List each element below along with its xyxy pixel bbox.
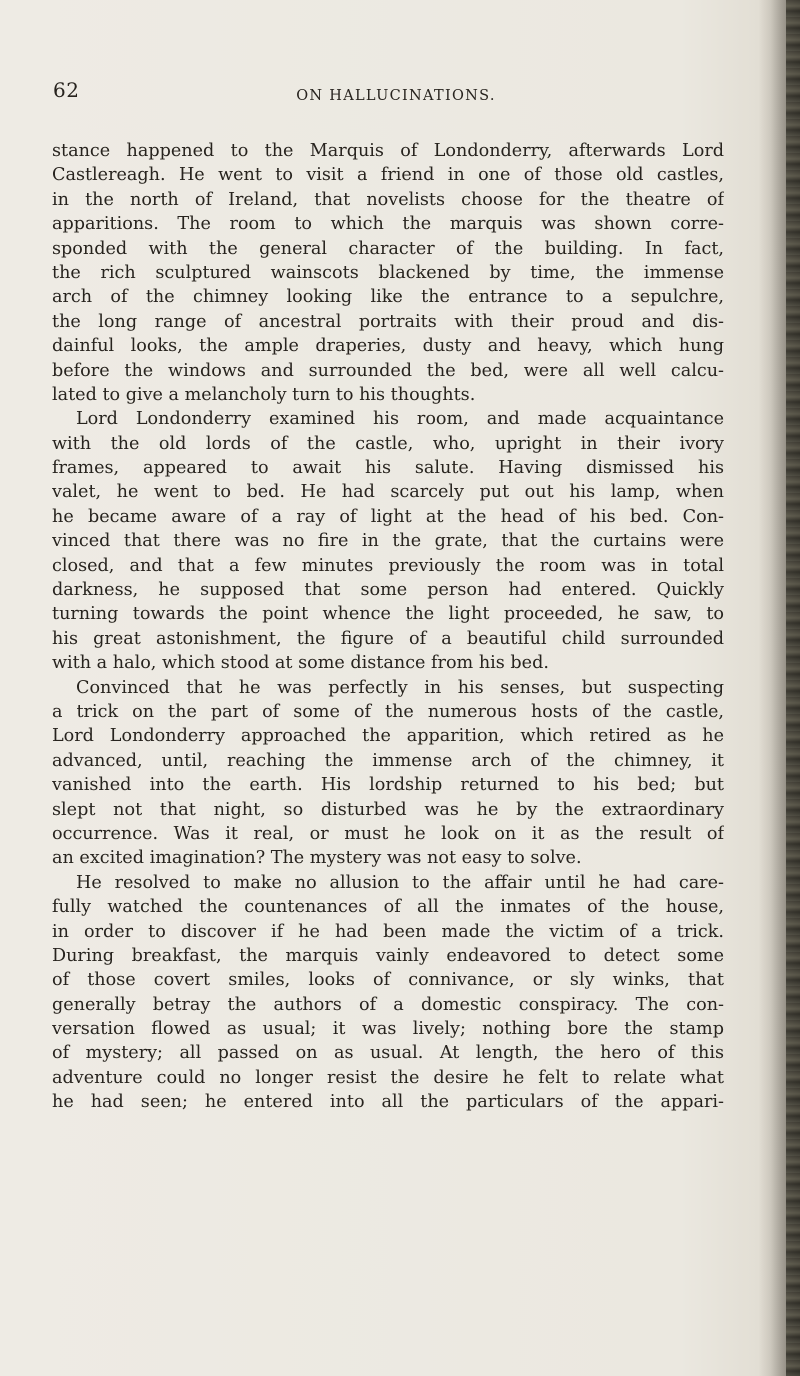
text-line: of those covert smiles, looks of connivance, or sly winks, that [52,970,724,991]
text-line: Convinced that he was perfectly in his senses, but suspecting [76,677,724,698]
body-text [52,139,724,1115]
text-line: He resolved to make no allusion to the affair until he had care- [76,872,724,893]
text-line: fully watched the countenances of all the inmates of the house, [52,897,724,918]
text-line: in order to discover if he had been made the victim of a trick. [52,921,724,942]
text-line: darkness, he supposed that some person had entered. Quickly [52,580,724,601]
text-line: sponded with the general character of the building. In fact, [52,238,724,259]
text-line: he became aware of a ray of light at the head of his bed. Con- [52,506,724,527]
running-head: ON HALLUCINATIONS. [296,88,496,104]
text-line: lated to give a melancholy turn to his thoughts. [52,384,476,405]
text-line: slept not that night, so disturbed was he by the extraordinary [52,799,724,820]
text-line: an excited imagination? The mystery was not easy to solve. [52,848,582,869]
text-line: stance happened to the Marquis of Londonderry, afterwards Lord [52,141,724,161]
page-number: 62 [53,78,80,102]
text-line: a trick on the part of some of the numerous hosts of the castle, [52,701,724,722]
text-line: with the old lords of the castle, who, upright in their ivory [52,433,724,454]
text-line: the rich sculptured wainscots blackened by time, the immense [52,262,724,283]
text-line: closed, and that a few minutes previously the room was in total [52,555,724,576]
text-line: During breakfast, the marquis vainly endeavored to detect some [52,945,724,966]
page-header [40,78,720,108]
text-line: his great astonishment, the figure of a beautiful child surrounded [52,628,724,649]
text-line: of mystery; all passed on as usual. At length, the hero of this [52,1043,724,1064]
text-line: frames, appeared to await his salute. Having dismissed his [52,458,724,479]
book-spine-edge [786,0,800,1376]
text-line: arch of the chimney looking like the entrance to a sepulchre, [52,287,724,308]
text-line: valet, he went to bed. He had scarcely put out his lamp, when [52,482,724,503]
text-line: vinced that there was no fire in the grate, that the curtains were [52,531,724,552]
text-line: occurrence. Was it real, or must he look on it as the result of [52,823,724,844]
text-line: in the north of Ireland, that novelists choose for the theatre of [52,189,724,210]
text-line: versation flowed as usual; it was lively; nothing bore the stamp [52,1019,724,1040]
text-line: adventure could no longer resist the desire he felt to relate what [52,1067,724,1088]
text-line: he had seen; he entered into all the particulars of the appari- [52,1092,724,1113]
text-line: the long range of ancestral portraits with their proud and dis- [52,311,724,332]
text-line: with a halo, which stood at some distance from his bed. [52,653,549,674]
text-line: Castlereagh. He went to visit a friend in one of those old castles, [52,165,724,186]
text-line: dainful looks, the ample draperies, dusty and heavy, which hung [52,336,724,357]
text-line: Lord Londonderry approached the apparition, which retired as he [52,726,724,747]
text-line: apparitions. The room to which the marquis was shown corre- [52,214,724,235]
text-line: vanished into the earth. His lordship returned to his bed; but [52,775,724,796]
text-line: before the windows and surrounded the bed, were all well calcu- [52,360,724,381]
text-line: turning towards the point whence the light proceeded, he saw, to [52,604,724,625]
text-line: Lord Londonderry examined his room, and made acquaintance [76,409,724,430]
text-line: generally betray the authors of a domestic conspiracy. The con- [52,994,724,1015]
text-line: advanced, until, reaching the immense arch of the chimney, it [52,750,724,771]
